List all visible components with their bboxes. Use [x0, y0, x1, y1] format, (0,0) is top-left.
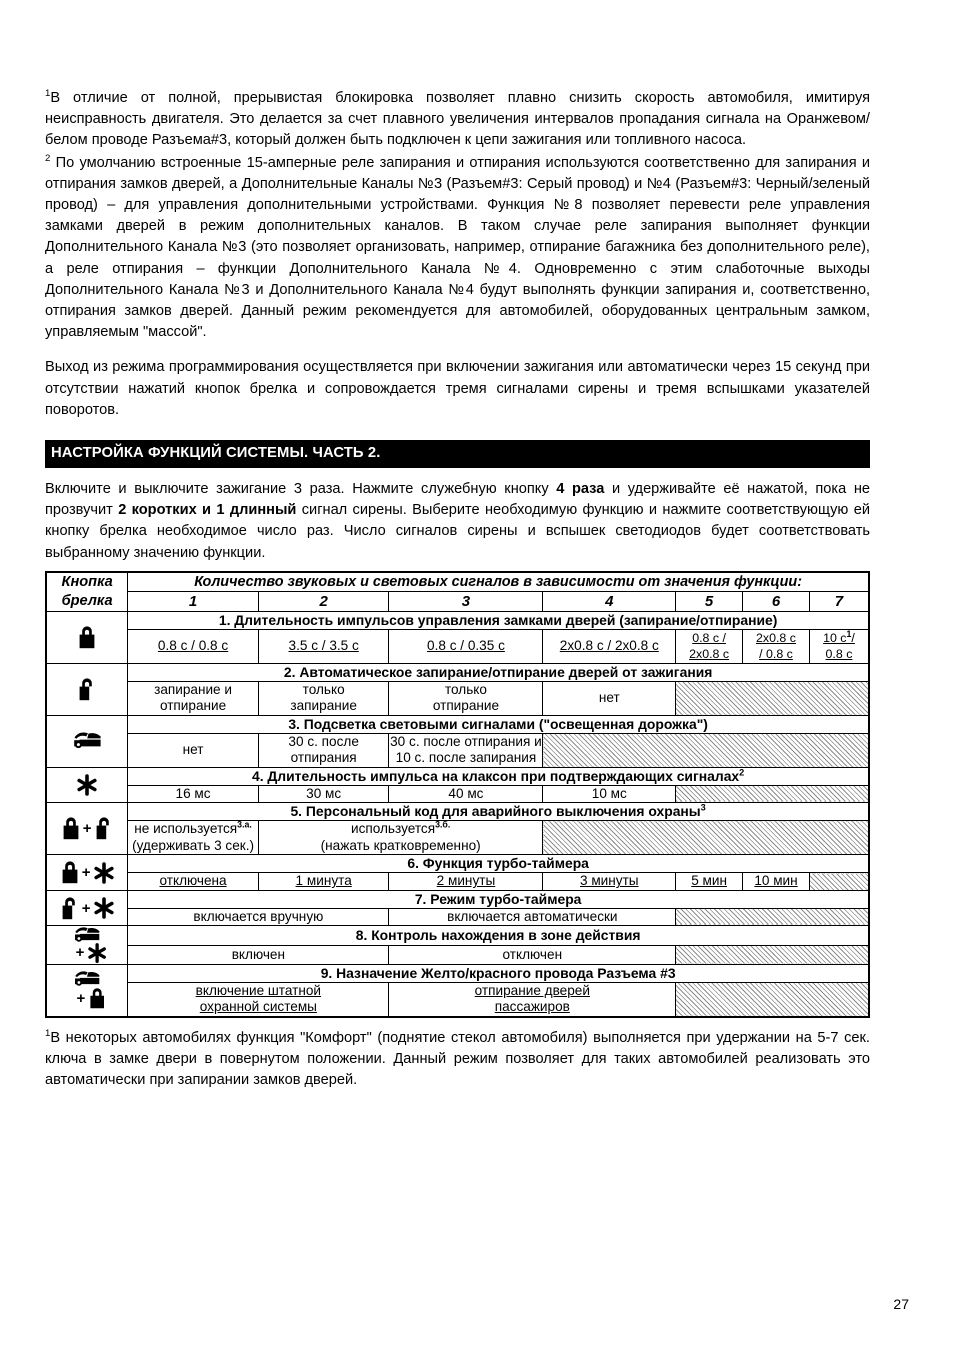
function-9-value-1[interactable]: включение штатной охранной системы — [128, 982, 389, 1017]
plus-sign-icon: + — [81, 899, 91, 917]
function-icon-cell — [46, 767, 128, 803]
header-span-title: Количество звуковых и световых сигналов в зависимости от значения функции: — [128, 572, 869, 592]
header-column-6: 6 — [743, 592, 810, 612]
function-row-3-values — [46, 733, 869, 767]
function-1-value-5[interactable]: 0.8 с / 2x0.8 с — [676, 629, 743, 663]
function-6-unused-cells — [809, 873, 869, 891]
function-icon-cell — [46, 663, 128, 715]
function-2-unused-cells — [676, 681, 869, 715]
footnote-bottom-text: В некоторых автомобилях функция "Комфорт" (поднятие стекол автомобиля) выполняется при удержании на 5-7 сек. ключа в замке двери в повернутом положении. Данный режим позволяет для таких автомобилей реализовать это автоматически при запирании замков дверей. — [45, 1029, 870, 1089]
header-key-button — [46, 572, 128, 612]
function-1-value-4[interactable]: 2x0.8 с / 2x0.8 с — [543, 629, 676, 663]
icon-group — [47, 895, 127, 922]
function-icon-cell — [46, 611, 128, 663]
function-icon-cell — [46, 890, 128, 926]
plus-sign-icon: + — [82, 820, 92, 838]
function-1-value-3[interactable]: 0.8 с / 0.35 с — [389, 629, 543, 663]
function-title-2: 2. Автоматическое запирание/отпирание дверей от зажигания — [128, 663, 869, 681]
function-4-value-4[interactable]: 10 мс — [543, 785, 676, 803]
function-5-unused-cells — [543, 821, 869, 855]
functions-table — [45, 571, 870, 1018]
function-5-value-1[interactable]: не используется$^{3.а.}$ (удерживать 3 сек.) — [128, 821, 259, 855]
icon-group — [47, 926, 127, 963]
function-row-8-values — [46, 945, 869, 964]
function-7-value-2[interactable]: включается автоматически — [389, 908, 676, 926]
footnote-2-top — [45, 153, 870, 344]
function-title-5: 5. Персональный код для аварийного выключения охраны$^3$ — [128, 803, 869, 821]
exit-mode-paragraph: Выход из режима программирования осуществляется при включении зажигания или автоматически через 15 секунд при отсутствии нажатий кнопок брелка и сопровождается тремя сигналами сирены и тремя вспышками указателей поворотов. — [45, 359, 870, 418]
star-icon — [87, 942, 107, 964]
function-6-value-4[interactable]: 3 минуты — [543, 873, 676, 891]
function-8-value-2[interactable]: отключен — [389, 945, 676, 964]
icon-group — [47, 624, 127, 651]
function-icon-cell — [46, 715, 128, 767]
function-6-value-1[interactable]: отключена — [128, 873, 259, 891]
header-column-7: 7 — [809, 592, 869, 612]
function-row-9-values — [46, 982, 869, 1017]
function-row-5-values — [46, 821, 869, 855]
intro-part-3: сигнал сирены. Выберите необходимую функцию и нажмите соответствующую ей кнопку брелка необходимое число раз. Число сигналов сирены и вспышек светодиодов будет соответствовать выбранному значению функции. — [45, 502, 870, 561]
function-2-value-4[interactable]: нет — [543, 681, 676, 715]
icon-group — [47, 970, 127, 1010]
function-2-value-1[interactable]: запирание и отпирание — [128, 681, 259, 715]
function-1-value-7[interactable]: 10 $с^1/$ 0.8 с — [809, 629, 869, 663]
table-header-row-numbers — [46, 592, 869, 612]
footnote-2-marker: 2 — [45, 152, 51, 164]
plus-sign-icon: + — [75, 944, 85, 962]
icon-group — [47, 676, 127, 703]
function-4-value-3[interactable]: 40 мс — [389, 785, 543, 803]
footnote-1-bottom — [45, 1028, 870, 1092]
function-3-value-3[interactable]: 30 с. после отпирания и 10 с. после запирания — [390, 733, 542, 766]
function-2-value-3[interactable]: только отпирание — [389, 681, 543, 715]
function-4-value-2[interactable]: 30 мс — [258, 785, 389, 803]
function-row-6-title — [46, 855, 869, 873]
header-column-3: 3 — [389, 592, 543, 612]
function-icon-cell — [46, 803, 128, 855]
star-icon — [93, 861, 115, 885]
icon-group — [47, 859, 127, 886]
icon-group — [47, 815, 127, 842]
function-4-unused-cells — [676, 785, 869, 803]
lock-open-icon — [77, 676, 97, 703]
header-column-2: 2 — [258, 592, 389, 612]
table-header-row-top — [46, 572, 869, 592]
footnote-2-text: По умолчанию встроенные 15-амперные реле запирания и отпирания используются соответственно для запирания и отпирания замков дверей, а Дополнительные Каналы №3 (Разъем#3: Серый провод) и №4 (Разъем#3: Черный/зеленый провод) – для управления дополнительными устройствами. Функция №8 позволяет перевести реле управления замками дверей в режим дополнительных каналов. В таком случае реле запирания выполняет функции Дополнительного Канала №3 (это позволяет организовать, например, отпирание багажника без дополнительного реле), а реле отпирания – функции Дополнительного Канала №4. Одновременно с этим слаботочные выходы Дополнительного Канала №3 и Дополнительного Канала №4 будут выполнять функции запирания и, соответственно, отпирания замков дверей. Данный режим рекомендуется для автомобилей, оборудованных центральным замком, управляемым "массой". — [45, 154, 871, 341]
function-title-8: 8. Контроль нахождения в зоне действия — [128, 926, 869, 946]
function-title-1: 1. Длительность импульсов управления замками дверей (запирание/отпирание) — [128, 611, 869, 629]
star-icon — [76, 773, 98, 797]
function-title-3: 3. Подсветка световыми сигналами ("освещенная дорожка") — [128, 715, 869, 733]
function-8-unused-cells — [676, 945, 869, 964]
function-row-4-title — [46, 767, 869, 785]
lock-closed-icon — [88, 986, 106, 1011]
header-column-4: 4 — [543, 592, 676, 612]
icon-group — [47, 773, 127, 797]
function-7-unused-cells — [676, 908, 869, 926]
function-row-8-title — [46, 926, 869, 946]
function-3-value-1[interactable]: нет — [128, 733, 259, 767]
function-8-value-1[interactable]: включен — [128, 945, 389, 964]
lock-open-icon — [60, 895, 80, 922]
lock-closed-icon — [61, 815, 81, 842]
footnote-1-text: В отличие от полной, прерывистая блокировка позволяет плавно снизить скорость автомобиля, имитируя неисправность двигателя. Это делается за счет плавного увеличения интервалов пропадания сигнала на Оранжевом/белом проводе Разъема#3, который должен быть подключен к цепи зажигания или топливного насоса. — [45, 90, 870, 149]
function-1-value-2[interactable]: 3.5 с / 3.5 с — [258, 629, 389, 663]
function-row-1-title — [46, 611, 869, 629]
function-6-value-3[interactable]: 2 минуты — [389, 873, 543, 891]
footnote-1-marker: 1 — [45, 88, 51, 100]
icon-group-second-line — [76, 986, 107, 1011]
function-title-9: 9. Назначение Желто/красного провода Разъема #3 — [128, 964, 869, 982]
function-6-value-2[interactable]: 1 минута — [258, 873, 389, 891]
icon-group-second-line — [75, 942, 108, 964]
intro-bold-1: 4 раза — [556, 481, 605, 498]
lock-closed-icon — [60, 859, 80, 886]
function-icon-cell — [46, 855, 128, 891]
function-row-7-title — [46, 890, 869, 908]
page-content — [45, 0, 870, 1091]
section-banner: НАСТРОЙКА ФУНКЦИЙ СИСТЕМЫ. ЧАСТЬ 2. — [45, 440, 870, 468]
function-3-unused-cells — [543, 733, 869, 767]
header-key-line1: Кнопка — [61, 573, 113, 590]
function-row-3-title — [46, 715, 869, 733]
intro-bold-2: 2 коротких и 1 длинный — [118, 502, 297, 519]
function-1-value-1[interactable]: 0.8 с / 0.8 с — [128, 629, 259, 663]
function-icon-cell — [46, 926, 128, 964]
page-number: 27 — [893, 1296, 909, 1312]
function-row-2-values — [46, 681, 869, 715]
function-row-7-values — [46, 908, 869, 926]
footnote-bottom-marker: 1 — [45, 1027, 51, 1039]
function-row-4-values — [46, 785, 869, 803]
intro-paragraph — [45, 479, 870, 564]
header-column-1: 1 — [128, 592, 259, 612]
footnote-1-top — [45, 88, 870, 152]
function-icon-cell — [46, 964, 128, 1017]
function-1-value-6[interactable]: 2x0.8 с / 0.8 с — [743, 629, 810, 663]
function-3-value-2[interactable]: 30 с. после отпирания — [258, 733, 389, 767]
function-9-unused-cells — [676, 982, 869, 1017]
function-title-6: 6. Функция турбо-таймера — [128, 855, 869, 873]
header-key-line2: брелка — [61, 592, 113, 609]
function-title-7: 7. Режим турбо-таймера — [128, 890, 869, 908]
function-6-value-6[interactable]: 10 мин — [743, 873, 810, 891]
icon-group — [47, 731, 127, 751]
function-row-1-values — [46, 629, 869, 663]
function-2-value-2[interactable]: только запирание — [258, 681, 389, 715]
function-7-value-1[interactable]: включается вручную — [128, 908, 389, 926]
header-column-5: 5 — [676, 592, 743, 612]
intro-part-1: Включите и выключите зажигание 3 раза. Нажмите служебную кнопку — [45, 481, 557, 498]
lock-open-icon — [94, 815, 114, 842]
function-row-5-title — [46, 803, 869, 821]
function-title-4: 4. Длительность импульса на клаксон при подтверждающих сигналах$^2$ — [128, 767, 869, 785]
plus-sign-icon: + — [76, 989, 86, 1007]
function-5-value-2[interactable]: используется$^{3.б.}$ (нажать кратковременно) — [258, 821, 543, 855]
function-6-value-5[interactable]: 5 мин — [676, 873, 743, 891]
function-row-6-values — [46, 873, 869, 891]
plus-sign-icon: + — [81, 864, 91, 882]
function-row-9-title — [46, 964, 869, 982]
function-9-value-2[interactable]: отпирание дверей пассажиров — [389, 982, 676, 1017]
lock-closed-icon — [77, 624, 97, 651]
star-icon — [93, 896, 115, 920]
trunk-icon — [72, 731, 102, 751]
function-row-2-title — [46, 663, 869, 681]
intro-part-2: и удерживайте её нажатой, пока не прозвучит — [45, 481, 870, 519]
function-4-value-1[interactable]: 16 мс — [128, 785, 259, 803]
